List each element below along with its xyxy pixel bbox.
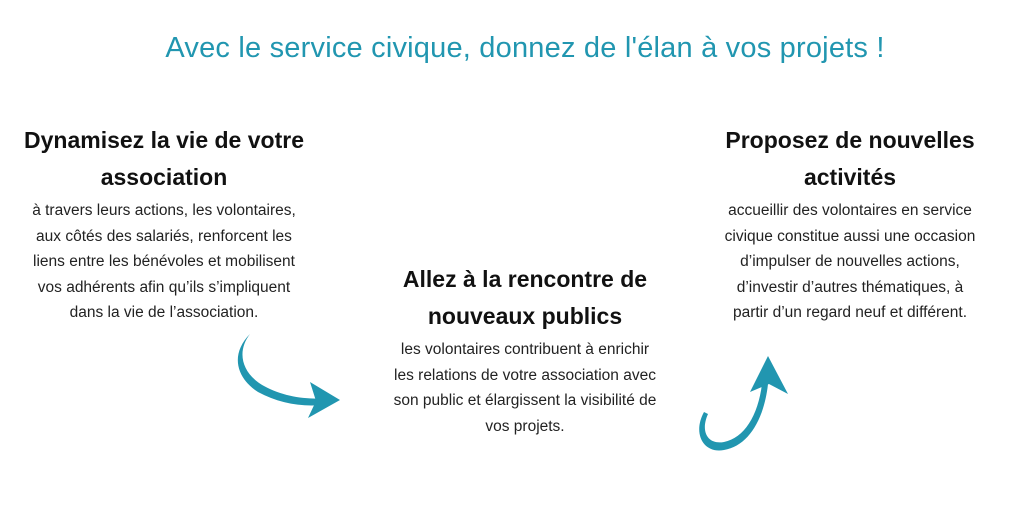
block-dynamisez-heading bbox=[8, 122, 320, 196]
text-line: les volontaires contribuent à enrichir bbox=[400, 341, 650, 358]
text-line: d’investir d’autres thématiques, à bbox=[736, 278, 964, 296]
heading-line: Allez à la rencontre de bbox=[402, 266, 648, 292]
heading-line: activités bbox=[803, 164, 897, 190]
text-line: civique constitue aussi une occasion bbox=[724, 227, 976, 245]
text-line: vos adhérents afin qu’ils s’impliquent bbox=[37, 278, 291, 296]
block-proposez-text bbox=[690, 198, 1010, 326]
block-rencontre-text bbox=[360, 337, 690, 439]
text-line: les relations de votre association avec bbox=[394, 366, 656, 384]
block-dynamisez bbox=[8, 122, 320, 326]
heading-line: association bbox=[100, 164, 228, 190]
block-proposez bbox=[690, 122, 1010, 326]
block-dynamisez-text bbox=[8, 198, 320, 326]
curved-arrow-up-icon bbox=[690, 350, 800, 460]
block-rencontre bbox=[360, 261, 690, 439]
text-line: son public et élargissent la visibilité de bbox=[393, 392, 657, 409]
text-line: vos projets. bbox=[485, 417, 565, 435]
page-title: Avec le service civique, donnez de l'élan à vos projets ! bbox=[165, 32, 885, 64]
text-line: partir d’un regard neuf et différent. bbox=[732, 304, 968, 321]
heading-line: Proposez de nouvelles bbox=[725, 127, 975, 153]
text-line: dans la vie de l’association. bbox=[69, 304, 259, 321]
text-line: aux côtés des salariés, renforcent les bbox=[36, 227, 292, 245]
curved-arrow-down-right-icon bbox=[228, 330, 348, 430]
heading-line: Dynamisez la vie de votre bbox=[24, 127, 304, 153]
block-proposez-heading bbox=[690, 122, 1010, 196]
text-line: à travers leurs actions, les volontaires, bbox=[32, 202, 296, 219]
text-line: liens entre les bénévoles et mobilisent bbox=[33, 253, 295, 270]
heading-line: nouveaux publics bbox=[427, 303, 623, 329]
block-rencontre-heading bbox=[360, 261, 690, 335]
text-line: accueillir des volontaires en service bbox=[728, 202, 972, 219]
text-line: d’impulser de nouvelles actions, bbox=[740, 253, 960, 270]
